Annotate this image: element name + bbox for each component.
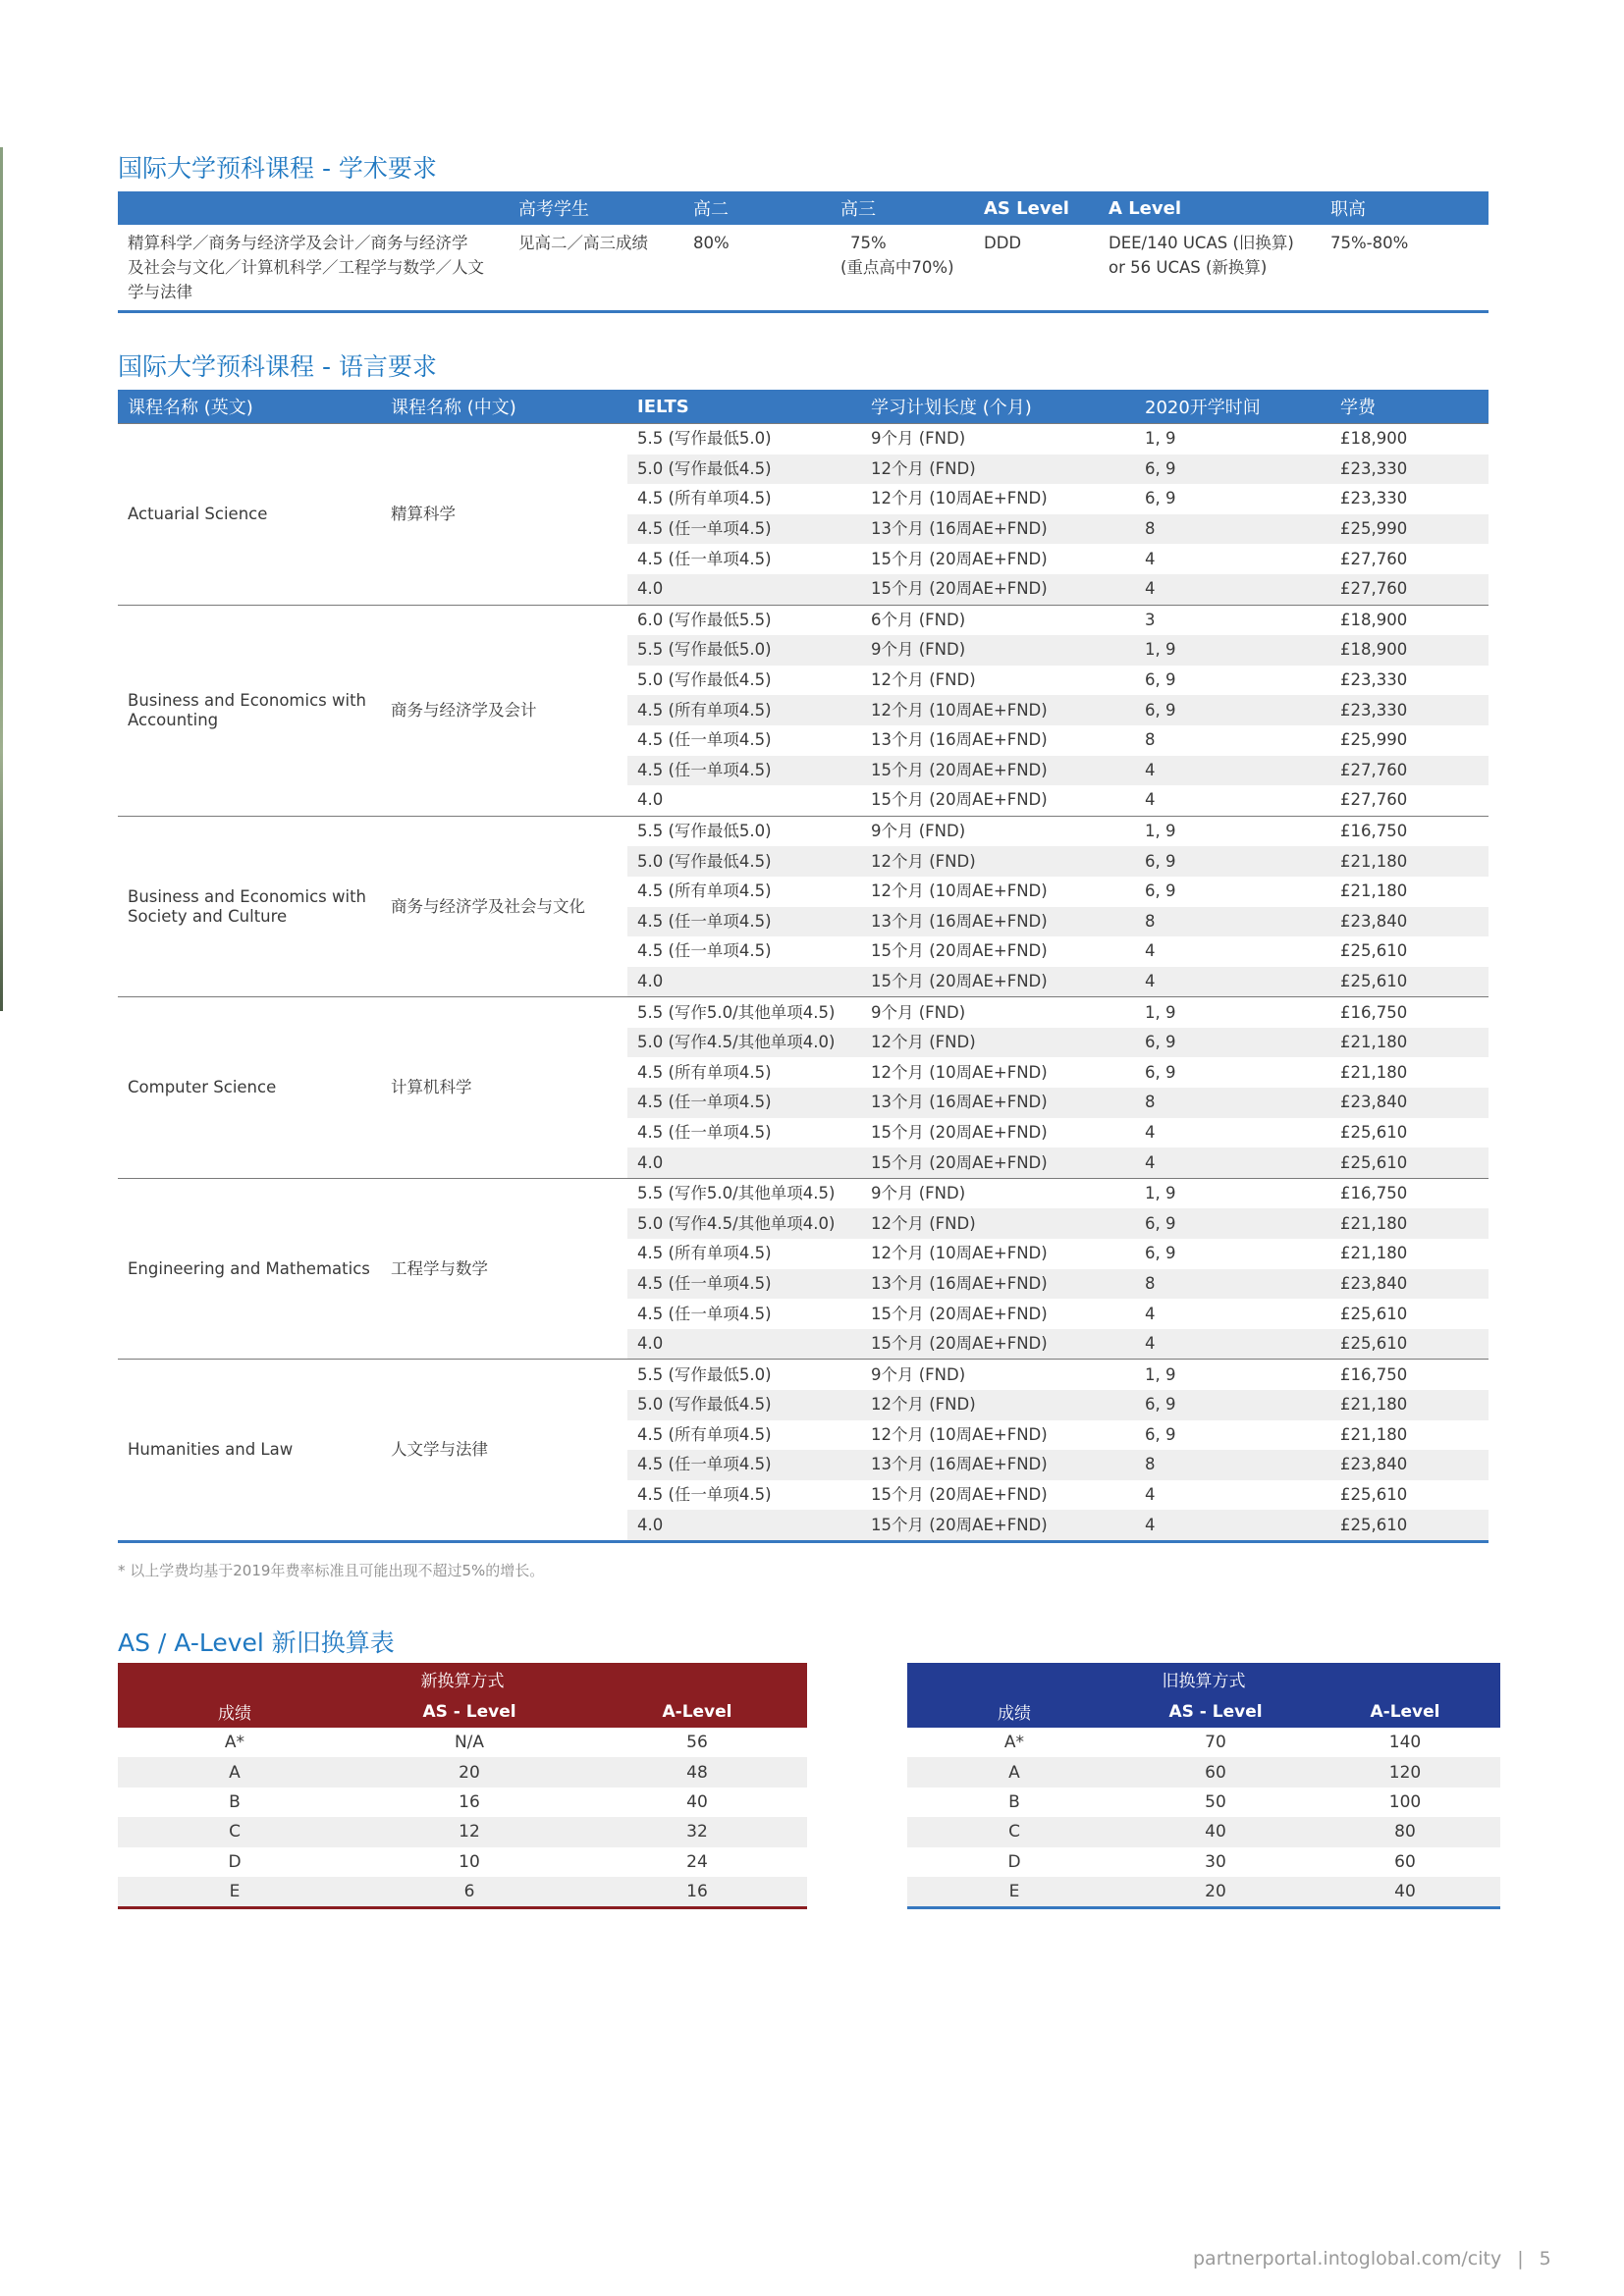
new-conversion-as-level-cell: N/A bbox=[454, 1733, 485, 1753]
new-conversion-header-row bbox=[118, 1695, 807, 1728]
duration-cell: 9个月 (FND) bbox=[861, 424, 1135, 454]
start-cell: 6, 9 bbox=[1135, 1208, 1330, 1239]
duration-cell: 15个月 (20周AE+FND) bbox=[861, 1329, 1135, 1360]
duration-cell: 9个月 (FND) bbox=[861, 997, 1135, 1028]
duration-cell: 15个月 (20周AE+FND) bbox=[861, 756, 1135, 786]
duration-cell: 15个月 (20周AE+FND) bbox=[861, 574, 1135, 605]
duration-cell: 12个月 (FND) bbox=[861, 454, 1135, 485]
language-header-name-en: 课程名称 (英文) bbox=[118, 390, 381, 424]
new-conversion-table bbox=[118, 1663, 807, 1909]
fee-cell: £25,610 bbox=[1330, 1329, 1489, 1360]
old-conversion-grade-cell: E bbox=[907, 1877, 1121, 1908]
academic-header-a-level: A Level bbox=[1099, 191, 1321, 225]
duration-cell: 12个月 (10周AE+FND) bbox=[861, 695, 1135, 725]
old-conversion-a-level-cell: 60 bbox=[1394, 1851, 1416, 1872]
ielts-cell: 4.5 (任一单项4.5) bbox=[627, 1088, 861, 1118]
fee-cell: £16,750 bbox=[1330, 1178, 1489, 1208]
old-conversion-a-level-cell: 120 bbox=[1310, 1757, 1500, 1787]
new-conversion-header-as: AS - Level bbox=[352, 1695, 587, 1728]
fee-footnote: * 以上学费均基于2019年费率标准且可能出现不超过5%的增长。 bbox=[118, 1562, 545, 1579]
program-name-zh: 人文学与法律 bbox=[381, 1360, 627, 1542]
language-header-start: 2020开学时间 bbox=[1135, 390, 1330, 424]
duration-cell: 15个月 (20周AE+FND) bbox=[871, 941, 1048, 961]
language-row bbox=[118, 997, 1489, 1028]
fee-cell: £23,330 bbox=[1330, 695, 1489, 725]
old-conversion-as-level-cell: 50 bbox=[1205, 1791, 1226, 1812]
program-name-zh: 精算科学 bbox=[381, 424, 627, 606]
duration-cell: 9个月 (FND) bbox=[861, 635, 1135, 666]
old-conversion-a-level-cell: 80 bbox=[1310, 1817, 1500, 1846]
start-cell: 8 bbox=[1135, 1269, 1330, 1300]
old-conversion-grade-cell: D bbox=[1007, 1851, 1021, 1872]
fee-cell: £25,610 bbox=[1330, 1148, 1489, 1178]
duration-cell: 15个月 (20周AE+FND) bbox=[871, 790, 1048, 810]
new-conversion-a-level-cell: 16 bbox=[587, 1877, 807, 1908]
new-conversion-row bbox=[118, 1788, 807, 1817]
language-requirements-table bbox=[118, 390, 1489, 1543]
ielts-cell: 5.5 (写作最低5.0) bbox=[627, 635, 861, 666]
old-conversion-table bbox=[907, 1663, 1500, 1909]
start-cell: 4 bbox=[1145, 941, 1156, 961]
duration-cell: 15个月 (20周AE+FND) bbox=[871, 1122, 1048, 1142]
start-cell: 4 bbox=[1145, 1485, 1156, 1505]
start-cell: 4 bbox=[1135, 756, 1330, 786]
ielts-cell: 5.5 (写作最低5.0) bbox=[627, 424, 861, 454]
ielts-cell: 5.0 (写作最低4.5) bbox=[637, 670, 772, 690]
start-cell: 8 bbox=[1135, 907, 1330, 937]
language-section-title: 国际大学预科课程 - 语言要求 bbox=[118, 352, 437, 381]
new-conversion-caption-row bbox=[118, 1663, 807, 1695]
new-conversion-header-a: A-Level bbox=[587, 1695, 807, 1728]
start-cell: 1, 9 bbox=[1135, 424, 1330, 454]
ielts-cell: 5.0 (写作4.5/其他单项4.0) bbox=[627, 1208, 861, 1239]
duration-cell: 13个月 (16周AE+FND) bbox=[861, 1088, 1135, 1118]
duration-cell: 12个月 (10周AE+FND) bbox=[871, 1062, 1048, 1082]
academic-grade3-cell bbox=[831, 225, 974, 312]
duration-cell: 12个月 (10周AE+FND) bbox=[871, 1244, 1048, 1263]
fee-cell: £25,610 bbox=[1330, 1510, 1489, 1541]
ielts-cell: 4.5 (所有单项4.5) bbox=[637, 1424, 772, 1444]
academic-as-level-cell: DDD bbox=[984, 234, 1022, 252]
start-cell: 1, 9 bbox=[1135, 1360, 1330, 1390]
program-name-en: Engineering and Mathematics bbox=[118, 1178, 381, 1360]
start-cell: 4 bbox=[1135, 967, 1330, 997]
ielts-cell: 4.5 (所有单项4.5) bbox=[637, 1244, 772, 1263]
fee-cell: £27,760 bbox=[1340, 790, 1408, 810]
ielts-cell: 4.5 (所有单项4.5) bbox=[637, 881, 772, 901]
ielts-cell: 5.5 (写作最低5.0) bbox=[627, 816, 861, 846]
old-conversion-caption-row bbox=[907, 1663, 1500, 1695]
old-conversion-row bbox=[907, 1728, 1500, 1757]
fee-cell: £18,900 bbox=[1330, 424, 1489, 454]
footer-url-link[interactable]: partnerportal.intoglobal.com/city bbox=[1193, 2248, 1502, 2269]
fee-cell: £21,180 bbox=[1330, 846, 1489, 877]
old-conversion-as-level-cell: 60 bbox=[1121, 1757, 1310, 1787]
start-cell: 6, 9 bbox=[1145, 1244, 1176, 1263]
ielts-cell: 5.5 (写作5.0/其他单项4.5) bbox=[627, 997, 861, 1028]
academic-header-program bbox=[118, 191, 509, 225]
old-conversion-as-level-cell: 40 bbox=[1121, 1817, 1310, 1846]
fee-cell: £25,610 bbox=[1340, 1304, 1408, 1323]
language-row bbox=[118, 1178, 1489, 1208]
ielts-cell: 5.0 (写作最低4.5) bbox=[627, 454, 861, 485]
duration-cell: 12个月 (FND) bbox=[871, 670, 976, 690]
language-header-row bbox=[118, 390, 1489, 424]
academic-requirements-table bbox=[118, 191, 1489, 313]
academic-programs-line: 及社会与文化／计算机科学／工程学与数学／人文 bbox=[128, 258, 484, 277]
program-name-zh: 商务与经济学及会计 bbox=[381, 605, 627, 816]
fee-cell: £18,900 bbox=[1330, 635, 1489, 666]
academic-section-title: 国际大学预科课程 - 学术要求 bbox=[118, 154, 437, 183]
fee-cell: £23,840 bbox=[1330, 1450, 1489, 1480]
duration-cell: 12个月 (10周AE+FND) bbox=[871, 1424, 1048, 1444]
fee-cell: £21,180 bbox=[1340, 881, 1408, 901]
start-cell: 4 bbox=[1135, 574, 1330, 605]
new-conversion-a-level-cell: 32 bbox=[587, 1817, 807, 1846]
ielts-cell: 4.0 bbox=[627, 1329, 861, 1360]
new-conversion-grade-cell: C bbox=[118, 1817, 352, 1846]
language-header-name-zh: 课程名称 (中文) bbox=[381, 390, 627, 424]
new-conversion-grade-cell: A* bbox=[224, 1733, 245, 1753]
duration-cell: 9个月 (FND) bbox=[861, 1360, 1135, 1390]
duration-cell: 12个月 (FND) bbox=[861, 1390, 1135, 1420]
new-conversion-as-level-cell: 20 bbox=[352, 1757, 587, 1787]
old-conversion-as-level-cell: 70 bbox=[1205, 1733, 1226, 1753]
new-conversion-grade-cell: E bbox=[118, 1877, 352, 1908]
new-conversion-as-level-cell: 6 bbox=[352, 1877, 587, 1908]
academic-a-level-cell bbox=[1099, 225, 1321, 312]
fee-cell: £21,180 bbox=[1330, 1390, 1489, 1420]
start-cell: 8 bbox=[1145, 730, 1156, 750]
language-row bbox=[118, 1360, 1489, 1390]
new-conversion-a-level-cell: 56 bbox=[686, 1733, 708, 1753]
start-cell: 1, 9 bbox=[1135, 997, 1330, 1028]
new-conversion-row bbox=[118, 1757, 807, 1787]
fee-cell: £21,180 bbox=[1330, 1028, 1489, 1058]
old-conversion-row bbox=[907, 1877, 1500, 1908]
new-conversion-row bbox=[118, 1847, 807, 1877]
start-cell: 6, 9 bbox=[1145, 881, 1176, 901]
new-conversion-row bbox=[118, 1817, 807, 1846]
academic-programs-line: 学与法律 bbox=[128, 283, 192, 301]
duration-cell: 13个月 (16周AE+FND) bbox=[861, 1269, 1135, 1300]
new-conversion-a-level-cell: 24 bbox=[686, 1851, 708, 1872]
start-cell: 4 bbox=[1135, 1510, 1330, 1541]
language-header-ielts: IELTS bbox=[627, 390, 861, 424]
old-conversion-header-a: A-Level bbox=[1310, 1695, 1500, 1728]
duration-cell: 12个月 (10周AE+FND) bbox=[871, 881, 1048, 901]
old-conversion-header-grade: 成绩 bbox=[907, 1695, 1121, 1728]
duration-cell: 12个月 (FND) bbox=[861, 1208, 1135, 1239]
ielts-cell: 5.0 (写作最低4.5) bbox=[627, 1390, 861, 1420]
start-cell: 6, 9 bbox=[1135, 695, 1330, 725]
ielts-cell: 4.5 (任一单项4.5) bbox=[627, 756, 861, 786]
duration-cell: 13个月 (16周AE+FND) bbox=[861, 1450, 1135, 1480]
fee-cell: £16,750 bbox=[1330, 816, 1489, 846]
academic-programs-line: 精算科学／商务与经济学及会计／商务与经济学 bbox=[128, 234, 468, 252]
start-cell: 8 bbox=[1135, 1088, 1330, 1118]
duration-cell: 13个月 (16周AE+FND) bbox=[861, 907, 1135, 937]
fee-cell: £25,610 bbox=[1340, 1485, 1408, 1505]
duration-cell: 15个月 (20周AE+FND) bbox=[861, 967, 1135, 997]
fee-cell: £23,840 bbox=[1330, 1088, 1489, 1118]
duration-cell: 15个月 (20周AE+FND) bbox=[861, 1148, 1135, 1178]
duration-cell: 15个月 (20周AE+FND) bbox=[871, 1304, 1048, 1323]
program-name-en: Humanities and Law bbox=[118, 1360, 381, 1542]
fee-cell: £27,760 bbox=[1330, 756, 1489, 786]
ielts-cell: 6.0 (写作最低5.5) bbox=[627, 605, 861, 635]
start-cell: 4 bbox=[1135, 1148, 1330, 1178]
academic-programs-cell bbox=[118, 225, 509, 312]
old-conversion-grade-cell: A* bbox=[1003, 1733, 1025, 1753]
language-row bbox=[118, 605, 1489, 635]
ielts-cell: 5.0 (写作4.5/其他单项4.0) bbox=[627, 1028, 861, 1058]
new-conversion-row bbox=[118, 1728, 807, 1757]
start-cell: 6, 9 bbox=[1145, 1424, 1176, 1444]
program-name-en: Business and Economics with Accounting bbox=[118, 605, 381, 816]
new-conversion-row bbox=[118, 1877, 807, 1908]
ielts-cell: 4.5 (所有单项4.5) bbox=[637, 1062, 772, 1082]
start-cell: 6, 9 bbox=[1135, 1028, 1330, 1058]
duration-cell: 12个月 (FND) bbox=[861, 846, 1135, 877]
ielts-cell: 5.5 (写作5.0/其他单项4.5) bbox=[627, 1178, 861, 1208]
new-conversion-as-level-cell: 12 bbox=[352, 1817, 587, 1846]
ielts-cell: 4.5 (任一单项4.5) bbox=[637, 730, 772, 750]
old-conversion-caption: 旧换算方式 bbox=[907, 1663, 1500, 1695]
duration-cell: 15个月 (20周AE+FND) bbox=[861, 1510, 1135, 1541]
fee-cell: £25,610 bbox=[1340, 1122, 1408, 1142]
ielts-cell: 4.5 (任一单项4.5) bbox=[637, 1304, 772, 1323]
start-cell: 6, 9 bbox=[1145, 489, 1176, 508]
old-conversion-a-level-cell: 140 bbox=[1388, 1733, 1422, 1753]
start-cell: 6, 9 bbox=[1145, 1062, 1176, 1082]
fee-cell: £23,840 bbox=[1330, 1269, 1489, 1300]
start-cell: 1, 9 bbox=[1135, 1178, 1330, 1208]
old-conversion-row bbox=[907, 1817, 1500, 1846]
ielts-cell: 4.5 (任一单项4.5) bbox=[637, 549, 772, 568]
ielts-cell: 5.0 (写作最低4.5) bbox=[627, 846, 861, 877]
old-conversion-row bbox=[907, 1847, 1500, 1877]
ielts-cell: 4.5 (任一单项4.5) bbox=[627, 1269, 861, 1300]
start-cell: 4 bbox=[1145, 1122, 1156, 1142]
program-name-zh: 计算机科学 bbox=[381, 997, 627, 1179]
start-cell: 6, 9 bbox=[1135, 454, 1330, 485]
new-conversion-grade-cell: D bbox=[228, 1851, 242, 1872]
program-name-en: Computer Science bbox=[118, 997, 381, 1179]
ielts-cell: 4.5 (任一单项4.5) bbox=[627, 514, 861, 545]
fee-cell: £21,180 bbox=[1340, 1424, 1408, 1444]
fee-cell: £27,760 bbox=[1340, 549, 1408, 568]
language-header-duration: 学习计划长度 (个月) bbox=[861, 390, 1135, 424]
start-cell: 4 bbox=[1135, 1329, 1330, 1360]
fee-cell: £16,750 bbox=[1330, 1360, 1489, 1390]
academic-vocational-cell: 75%-80% bbox=[1330, 234, 1409, 252]
ielts-cell: 4.5 (任一单项4.5) bbox=[637, 1122, 772, 1142]
conversion-section-title: AS / A-Level 新旧换算表 bbox=[118, 1629, 395, 1657]
ielts-cell: 4.0 bbox=[627, 574, 861, 605]
academic-header-grade3: 高三 bbox=[831, 191, 974, 225]
new-conversion-caption: 新换算方式 bbox=[118, 1663, 807, 1695]
duration-cell: 12个月 (10周AE+FND) bbox=[871, 489, 1048, 508]
start-cell: 4 bbox=[1145, 790, 1156, 810]
start-cell: 4 bbox=[1145, 1304, 1156, 1323]
academic-header-as-level: AS Level bbox=[974, 191, 1099, 225]
program-name-zh: 商务与经济学及社会与文化 bbox=[381, 816, 627, 997]
language-row bbox=[118, 424, 1489, 454]
fee-cell: £25,990 bbox=[1330, 514, 1489, 545]
program-name-en: Business and Economics with Society and Culture bbox=[118, 816, 381, 997]
program-name-zh: 工程学与数学 bbox=[381, 1178, 627, 1360]
old-conversion-grade-cell: A bbox=[907, 1757, 1121, 1787]
fee-cell: £21,180 bbox=[1330, 1208, 1489, 1239]
new-conversion-a-level-cell: 40 bbox=[686, 1791, 708, 1812]
footer-separator: | bbox=[1517, 2248, 1524, 2269]
fee-cell: £23,330 bbox=[1340, 670, 1408, 690]
fee-cell: £21,180 bbox=[1340, 1062, 1408, 1082]
language-header-fee: 学费 bbox=[1330, 390, 1489, 424]
ielts-cell: 4.5 (任一单项4.5) bbox=[627, 1450, 861, 1480]
old-conversion-header-as: AS - Level bbox=[1121, 1695, 1310, 1728]
duration-cell: 15个月 (20周AE+FND) bbox=[871, 549, 1048, 568]
duration-cell: 15个月 (20周AE+FND) bbox=[871, 1485, 1048, 1505]
program-name-en: Actuarial Science bbox=[118, 424, 381, 606]
fee-cell: £25,610 bbox=[1340, 941, 1408, 961]
page-footer bbox=[1193, 2248, 1551, 2269]
ielts-cell: 5.5 (写作最低5.0) bbox=[627, 1360, 861, 1390]
ielts-cell: 4.5 (所有单项4.5) bbox=[627, 695, 861, 725]
new-conversion-header-grade: 成绩 bbox=[118, 1695, 352, 1728]
start-cell: 8 bbox=[1135, 1450, 1330, 1480]
new-conversion-grade-cell: B bbox=[229, 1791, 241, 1812]
old-conversion-row bbox=[907, 1788, 1500, 1817]
ielts-cell: 4.0 bbox=[627, 1148, 861, 1178]
new-conversion-a-level-cell: 48 bbox=[587, 1757, 807, 1787]
academic-grade3-value: 75% bbox=[850, 234, 887, 252]
ielts-cell: 4.0 bbox=[627, 1510, 861, 1541]
academic-header-row bbox=[118, 191, 1489, 225]
academic-row bbox=[118, 225, 1489, 312]
academic-grade2-cell: 80% bbox=[693, 234, 730, 252]
old-conversion-grade-cell: C bbox=[907, 1817, 1121, 1846]
fee-cell: £18,900 bbox=[1330, 605, 1489, 635]
old-conversion-row bbox=[907, 1757, 1500, 1787]
duration-cell: 9个月 (FND) bbox=[861, 1178, 1135, 1208]
fee-cell: £16,750 bbox=[1330, 997, 1489, 1028]
academic-grade3-note: (重点高中70%) bbox=[840, 258, 954, 277]
start-cell: 1, 9 bbox=[1135, 816, 1330, 846]
start-cell: 6, 9 bbox=[1145, 670, 1176, 690]
start-cell: 6, 9 bbox=[1135, 846, 1330, 877]
duration-cell: 9个月 (FND) bbox=[861, 816, 1135, 846]
duration-cell: 6个月 (FND) bbox=[861, 605, 1135, 635]
start-cell: 6, 9 bbox=[1135, 1390, 1330, 1420]
page-number: 5 bbox=[1539, 2248, 1551, 2269]
duration-cell: 13个月 (16周AE+FND) bbox=[861, 514, 1135, 545]
fee-cell: £27,760 bbox=[1330, 574, 1489, 605]
duration-cell: 12个月 (FND) bbox=[861, 1028, 1135, 1058]
old-conversion-a-level-cell: 40 bbox=[1310, 1877, 1500, 1908]
start-cell: 8 bbox=[1135, 514, 1330, 545]
academic-header-grade2: 高二 bbox=[683, 191, 831, 225]
fee-cell: £25,990 bbox=[1340, 730, 1408, 750]
page-edge-image-strip bbox=[0, 147, 3, 1011]
old-conversion-as-level-cell: 30 bbox=[1205, 1851, 1226, 1872]
start-cell: 4 bbox=[1145, 549, 1156, 568]
academic-header-vocational: 职高 bbox=[1321, 191, 1489, 225]
academic-gaokao-cell: 见高二／高三成绩 bbox=[518, 234, 648, 252]
old-conversion-header-row bbox=[907, 1695, 1500, 1728]
language-row bbox=[118, 816, 1489, 846]
new-conversion-grade-cell: A bbox=[118, 1757, 352, 1787]
old-conversion-as-level-cell: 20 bbox=[1121, 1877, 1310, 1908]
academic-header-gaokao: 高考学生 bbox=[509, 191, 683, 225]
ielts-cell: 4.5 (任一单项4.5) bbox=[637, 941, 772, 961]
academic-a-level-new: or 56 UCAS (新换算) bbox=[1109, 258, 1268, 277]
new-conversion-as-level-cell: 16 bbox=[459, 1791, 480, 1812]
start-cell: 3 bbox=[1135, 605, 1330, 635]
ielts-cell: 4.0 bbox=[627, 967, 861, 997]
old-conversion-grade-cell: B bbox=[1008, 1791, 1020, 1812]
old-conversion-a-level-cell: 100 bbox=[1388, 1791, 1422, 1812]
duration-cell: 13个月 (16周AE+FND) bbox=[871, 730, 1048, 750]
ielts-cell: 4.5 (所有单项4.5) bbox=[637, 489, 772, 508]
ielts-cell: 4.0 bbox=[637, 790, 664, 810]
ielts-cell: 4.5 (任一单项4.5) bbox=[627, 907, 861, 937]
new-conversion-as-level-cell: 10 bbox=[459, 1851, 480, 1872]
fee-cell: £23,330 bbox=[1330, 454, 1489, 485]
fee-cell: £21,180 bbox=[1340, 1244, 1408, 1263]
fee-cell: £23,330 bbox=[1340, 489, 1408, 508]
fee-cell: £25,610 bbox=[1330, 967, 1489, 997]
ielts-cell: 4.5 (任一单项4.5) bbox=[637, 1485, 772, 1505]
academic-a-level-old: DEE/140 UCAS (旧换算) bbox=[1109, 234, 1294, 252]
start-cell: 1, 9 bbox=[1135, 635, 1330, 666]
fee-cell: £23,840 bbox=[1330, 907, 1489, 937]
